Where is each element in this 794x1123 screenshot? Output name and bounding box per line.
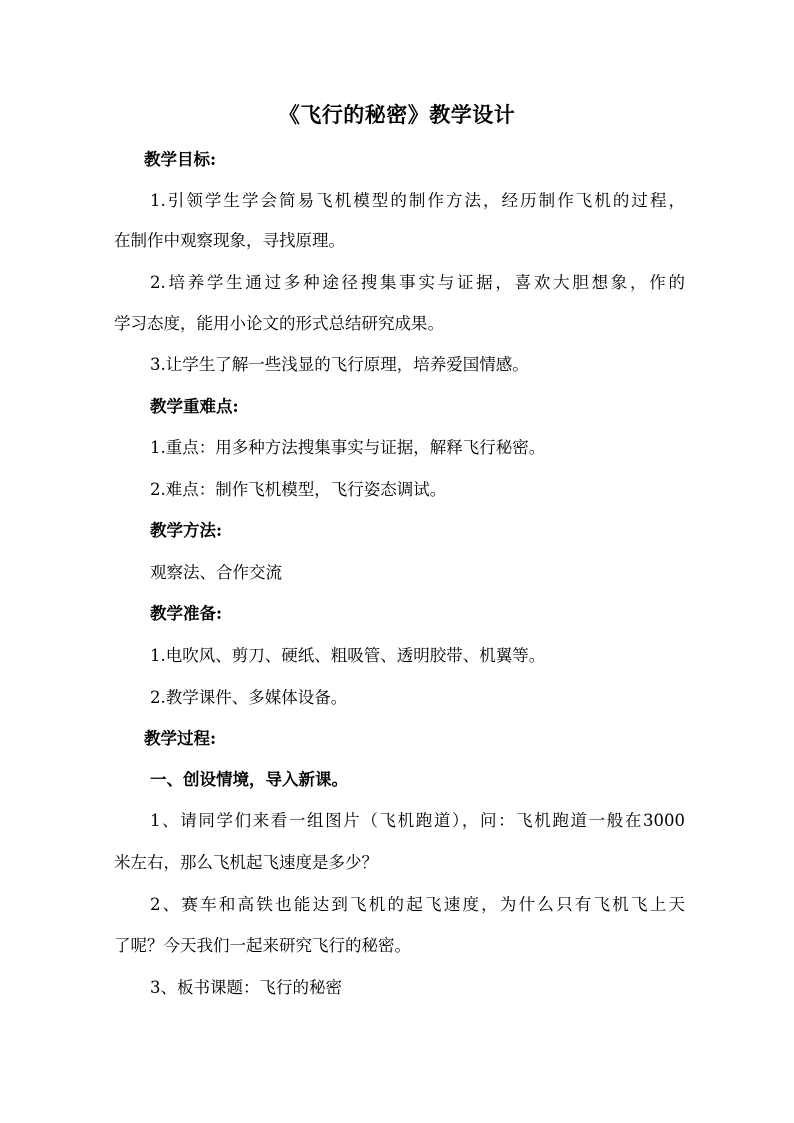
difficult-point: 2.难点：制作飞机模型，飞行姿态调试。 (150, 480, 447, 499)
section-1-heading: 一、创设情境，导入新课。 (150, 770, 348, 789)
step-2-line-2: 了呢？今天我们一起来研究飞行的秘密。 (114, 936, 411, 955)
step-1-line-2: 米左右，那么飞机起飞速度是多少？ (114, 853, 378, 872)
step-1-line-1: 1、请同学们来看一组图片（飞机跑道），问：飞机跑道一般在3000 (150, 811, 685, 830)
document-title: 《飞行的秘密》教学设计 (278, 102, 516, 127)
objective-3: 3.让学生了解一些浅显的飞行原理，培养爱国情感。 (150, 355, 529, 374)
key-points-heading: 教学重难点: (150, 397, 239, 416)
process-heading: 教学过程: (144, 729, 217, 748)
step-3: 3、板书课题：飞行的秘密 (150, 978, 342, 997)
preparation-item-1: 1.电吹风、剪刀、硬纸、粗吸管、透明胶带、机翼等。 (150, 646, 546, 665)
objective-1-line-1: 1.引领学生学会简易飞机模型的制作方法，经历制作飞机的过程， (150, 191, 685, 210)
objectives-heading: 教学目标: (144, 150, 217, 169)
objective-2-line-2: 学习态度，能用小论文的形式总结研究成果。 (114, 314, 444, 333)
objective-1-line-2: 在制作中观察现象，寻找原理。 (114, 231, 345, 250)
preparation-item-2: 2.教学课件、多媒体设备。 (150, 688, 348, 707)
methods-text: 观察法、合作交流 (150, 563, 282, 582)
step-2-line-1: 2、赛车和高铁也能达到飞机的起飞速度，为什么只有飞机飞上天 (150, 895, 685, 914)
objective-2-line-1: 2.培养学生通过多种途径搜集事实与证据，喜欢大胆想象，作的 (150, 273, 685, 292)
preparation-heading: 教学准备: (150, 604, 223, 623)
methods-heading: 教学方法: (150, 521, 223, 540)
key-point: 1.重点：用多种方法搜集事实与证据，解释飞行秘密。 (150, 438, 546, 457)
